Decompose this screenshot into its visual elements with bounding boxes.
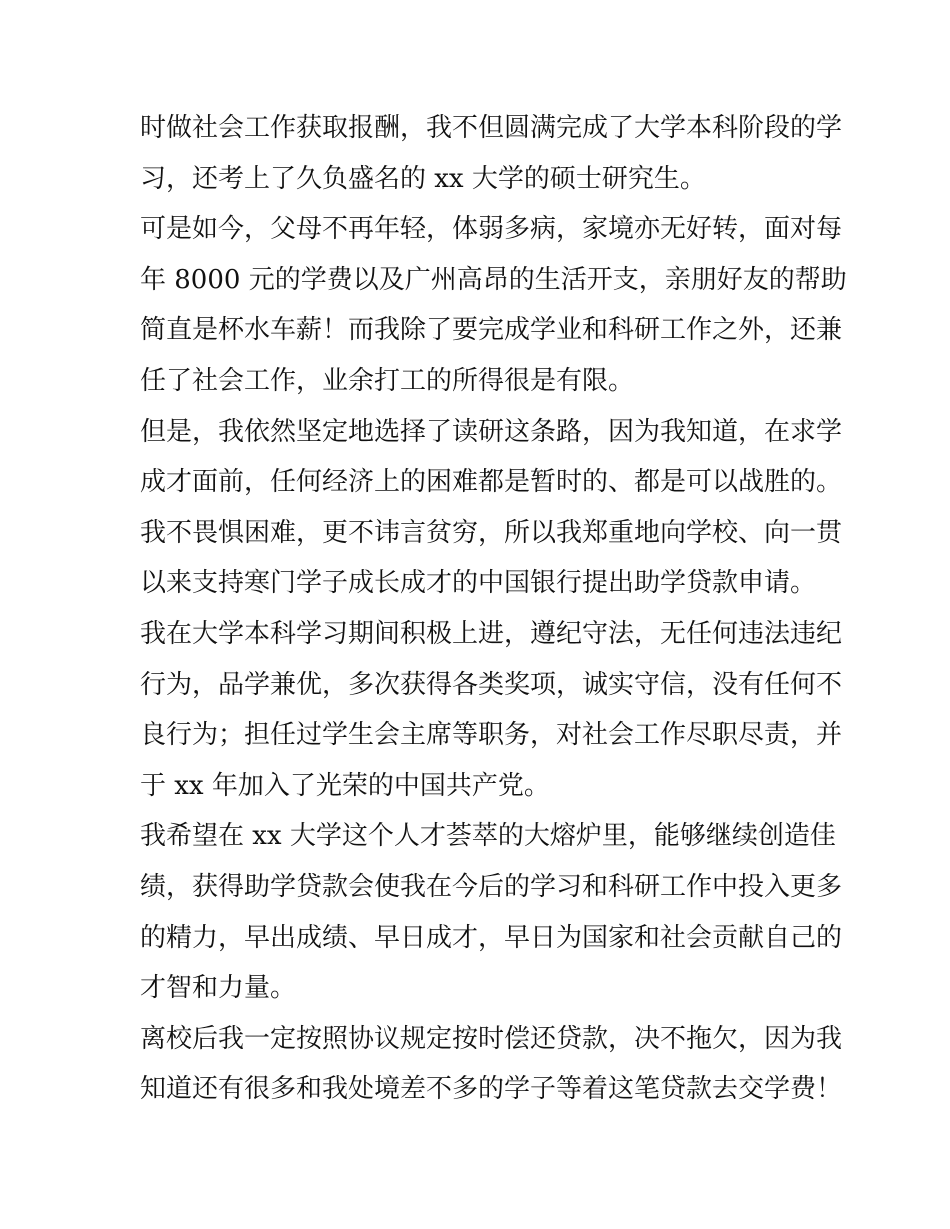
text-line: 任了社会工作，业余打工的所得很是有限。 bbox=[140, 365, 635, 396]
text-line: 绩，获得助学贷款会使我在今后的学习和科研工作中投入更多 bbox=[140, 871, 843, 902]
text-line: 才智和力量。 bbox=[140, 973, 297, 1004]
text-line: 习，还考上了久负盛名的 xx 大学的硕士研究生。 bbox=[140, 163, 706, 194]
text-line: 行为，品学兼优，多次获得各类奖项，诚实守信，没有任何不 bbox=[140, 669, 843, 700]
text-line: 的精力，早出成绩、早日成才，早日为国家和社会贡献自己的 bbox=[140, 922, 843, 953]
text-line: 于 xx 年加入了光荣的中国共产党。 bbox=[140, 770, 550, 801]
text-line: 成才面前，任何经济上的困难都是暂时的、都是可以战胜的。 bbox=[140, 467, 843, 498]
text-line: 时做社会工作获取报酬，我不但圆满完成了大学本科阶段的学 bbox=[140, 113, 843, 143]
text-line: 良行为；担任过学生会主席等职务，对社会工作尽职尽责，并 bbox=[140, 720, 843, 751]
text-line: 我希望在 xx 大学这个人才荟萃的大熔炉里，能够继续创造佳 bbox=[140, 821, 836, 852]
text-line: 可是如今，父母不再年轻，体弱多病，家境亦无好转，面对每 bbox=[140, 214, 843, 245]
text-line: 离校后我一定按照协议规定按时偿还贷款，决不拖欠，因为我 bbox=[140, 1023, 843, 1054]
text-line: 我不畏惧困难，更不讳言贫穷，所以我郑重地向学校、向一贯 bbox=[140, 517, 843, 548]
text-line: 年 8000 元的学费以及广州高昂的生活开支，亲朋好友的帮助 bbox=[140, 264, 847, 295]
text-line: 知道还有很多和我处境差不多的学子等着这笔贷款去交学费！ bbox=[140, 1074, 843, 1105]
text-line: 但是，我依然坚定地选择了读研这条路，因为我知道，在求学 bbox=[140, 416, 843, 447]
text-line: 以来支持寒门学子成长成才的中国银行提出助学贷款申请。 bbox=[140, 568, 817, 599]
text-line: 我在大学本科学习期间积极上进，遵纪守法，无任何违法违纪 bbox=[140, 618, 843, 649]
document-body bbox=[140, 103, 847, 1115]
text-line: 简直是杯水车薪！而我除了要完成学业和科研工作之外，还兼 bbox=[140, 315, 843, 346]
